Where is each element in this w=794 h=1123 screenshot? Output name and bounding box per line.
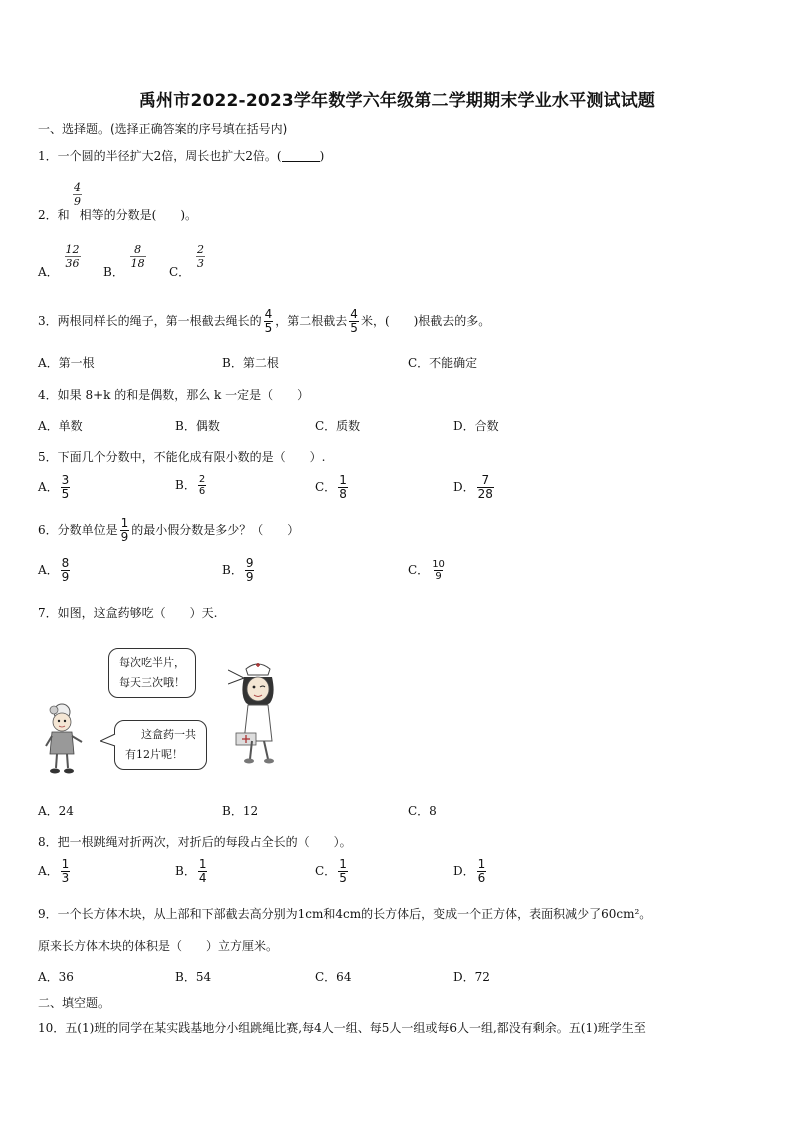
- q5-option-d[interactable]: [453, 474, 496, 501]
- q6-option-c[interactable]: [408, 559, 448, 582]
- question-6-post: 的最小假分数是多少？（ ）: [131, 523, 300, 537]
- numerator: 12: [65, 243, 80, 256]
- fraction: [264, 308, 274, 335]
- page-title: 禹州市2022-2023学年数学六年级第二学期期末学业水平测试试题: [138, 91, 656, 111]
- option-label: C．: [315, 864, 337, 878]
- bubble-line: 每次吃半片，: [119, 656, 185, 669]
- question-3-post: 米，( )根截去的多。: [360, 314, 491, 328]
- denominator: 3: [197, 257, 205, 270]
- q3-option-c[interactable]: C．不能确定: [408, 356, 478, 370]
- denominator: 9: [61, 570, 70, 584]
- fraction: [198, 474, 206, 497]
- question-2: [38, 206, 197, 223]
- numerator: 1: [120, 516, 129, 530]
- denominator: 5: [350, 321, 358, 335]
- numerator: 2: [198, 474, 206, 485]
- q9-option-c[interactable]: C．64: [315, 970, 352, 984]
- q6-option-b[interactable]: [222, 557, 256, 584]
- section-1-heading: 一、选择题。(选择正确答案的序号填在括号内): [38, 122, 288, 136]
- fraction: [61, 858, 71, 885]
- denominator: 4: [198, 871, 207, 885]
- option-label: B．: [103, 265, 124, 279]
- q7-option-b[interactable]: B．12: [222, 804, 259, 818]
- option-label: A．: [38, 265, 59, 279]
- denominator: 6: [477, 871, 486, 885]
- numerator: 2: [197, 243, 205, 256]
- q4-option-b[interactable]: B．偶数: [175, 419, 220, 433]
- question-7: 7．如图，这盒药够吃（ ）天.: [38, 606, 218, 620]
- fraction: [73, 181, 82, 208]
- question-3-mid: ，第二根截去: [275, 314, 348, 328]
- fraction: [120, 517, 130, 544]
- q4-option-c[interactable]: C．质数: [315, 419, 361, 433]
- q2-option-a[interactable]: [38, 243, 83, 279]
- fraction: [349, 308, 359, 335]
- q2-option-b[interactable]: [103, 243, 148, 279]
- fraction: [130, 243, 146, 270]
- question-2-fraction: [71, 181, 84, 208]
- q5-option-c[interactable]: [315, 474, 350, 501]
- question-9-line-1: 9．一个长方体木块，从上部和下部截去高分别为1cm和4cm的长方体后，变成一个正方体，表面积减少了60cm²。: [38, 907, 652, 921]
- option-label: A．: [38, 480, 59, 494]
- fraction: [198, 858, 208, 885]
- denominator: 6: [198, 486, 206, 497]
- q6-option-a[interactable]: [38, 557, 72, 584]
- q5-option-b[interactable]: [175, 474, 208, 497]
- numerator: 4: [264, 307, 273, 321]
- numerator: 7: [481, 473, 490, 487]
- bubble-line: 这盒药一共: [141, 728, 196, 741]
- fraction: [61, 474, 71, 501]
- question-1-end: ): [319, 149, 325, 163]
- question-2-text: 相等的分数是( )。: [79, 208, 198, 222]
- q8-option-d[interactable]: [453, 858, 488, 885]
- denominator: 9: [435, 571, 442, 582]
- denominator: 8: [339, 487, 347, 501]
- option-label: A．: [38, 864, 59, 878]
- fraction: [477, 474, 494, 501]
- bubble-line: 有12片呢！: [125, 748, 183, 761]
- question-8: 8．把一根跳绳对折两次，对折后的每段占全长的（ ）。: [38, 835, 352, 849]
- option-label: A．: [38, 563, 59, 577]
- nurse-icon: [232, 655, 284, 765]
- fraction: [477, 858, 487, 885]
- question-10: 10．五(1)班的同学在某实践基地分小组跳绳比赛,每4人一组、每5人一组或每6人一组,都没有剩余。五(1)班学生至: [38, 1021, 646, 1035]
- denominator: 3: [61, 871, 70, 885]
- numerator: 1: [339, 857, 347, 871]
- girl-icon: [40, 702, 84, 778]
- question-9-line-2: 原来长方体木块的体积是（ ）立方厘米。: [38, 939, 279, 953]
- q9-option-a[interactable]: A．36: [38, 970, 74, 984]
- option-label: D．: [453, 480, 475, 494]
- numerator: 1: [477, 857, 486, 871]
- option-label: C．: [169, 265, 191, 279]
- option-label: B．: [222, 563, 243, 577]
- fraction: [338, 858, 348, 885]
- option-label: B．: [175, 478, 196, 492]
- section-2-heading: 二、填空题。: [38, 996, 111, 1010]
- q7-option-a[interactable]: A．24: [38, 804, 74, 818]
- denominator: 36: [65, 257, 80, 270]
- numerator: 1: [61, 857, 70, 871]
- option-label: D．: [453, 864, 475, 878]
- option-label: C．: [408, 563, 430, 577]
- fraction: [245, 557, 255, 584]
- question-6-pre: 6．分数单位是: [38, 523, 118, 537]
- fraction: [65, 243, 81, 270]
- bubble-line: 每天三次哦！: [119, 676, 185, 689]
- numerator: 10: [432, 559, 445, 570]
- q8-option-a[interactable]: [38, 858, 72, 885]
- q3-option-a[interactable]: A．第一根: [38, 356, 95, 370]
- question-5: 5．下面几个分数中，不能化成有限小数的是（ ）.: [38, 450, 326, 464]
- q4-option-d[interactable]: D．合数: [453, 419, 499, 433]
- denominator: 5: [264, 321, 273, 335]
- denominator: 18: [130, 257, 145, 270]
- question-6: [38, 517, 299, 544]
- q9-option-d[interactable]: D．72: [453, 970, 490, 984]
- denominator: 9: [245, 570, 254, 584]
- fraction: [431, 559, 446, 582]
- numerator: 4: [74, 181, 81, 194]
- q3-option-b[interactable]: B．第二根: [222, 356, 279, 370]
- bubble-tail-icon: [100, 732, 116, 750]
- numerator: 1: [339, 473, 347, 487]
- q8-option-b[interactable]: [175, 858, 209, 885]
- question-2-pre: 2．和: [38, 208, 70, 222]
- q7-option-c[interactable]: C．8: [408, 804, 437, 818]
- fraction: [61, 557, 71, 584]
- denominator: 28: [477, 487, 493, 501]
- q9-option-b[interactable]: B．54: [175, 970, 212, 984]
- denominator: 9: [120, 530, 129, 544]
- question-1: [38, 147, 324, 164]
- speech-bubble-girl: [114, 720, 207, 770]
- speech-bubble-nurse: [108, 648, 196, 698]
- q2-option-c[interactable]: [169, 243, 207, 279]
- fraction: [196, 243, 205, 270]
- numerator: 1: [198, 857, 207, 871]
- q4-option-a[interactable]: A．单数: [38, 419, 83, 433]
- fraction: [338, 474, 348, 501]
- numerator: 3: [61, 473, 70, 487]
- numerator: 4: [350, 307, 358, 321]
- denominator: 5: [339, 871, 347, 885]
- numerator: 8: [61, 556, 70, 570]
- question-3-pre: 3．两根同样长的绳子，第一根截去绳长的: [38, 314, 262, 328]
- question-4: 4．如果 8+k 的和是偶数，那么 k 一定是（ ）: [38, 388, 310, 402]
- option-label: B．: [175, 864, 196, 878]
- answer-blank[interactable]: [282, 149, 320, 162]
- numerator: 9: [245, 556, 254, 570]
- denominator: 9: [74, 195, 81, 208]
- question-1-text: 1．一个圆的半径扩大2倍，周长也扩大2倍。(: [38, 149, 282, 163]
- option-label: C．: [315, 480, 337, 494]
- q8-option-c[interactable]: [315, 858, 350, 885]
- numerator: 8: [134, 243, 142, 256]
- q5-option-a[interactable]: [38, 474, 72, 501]
- question-3: [38, 308, 490, 335]
- denominator: 5: [61, 487, 70, 501]
